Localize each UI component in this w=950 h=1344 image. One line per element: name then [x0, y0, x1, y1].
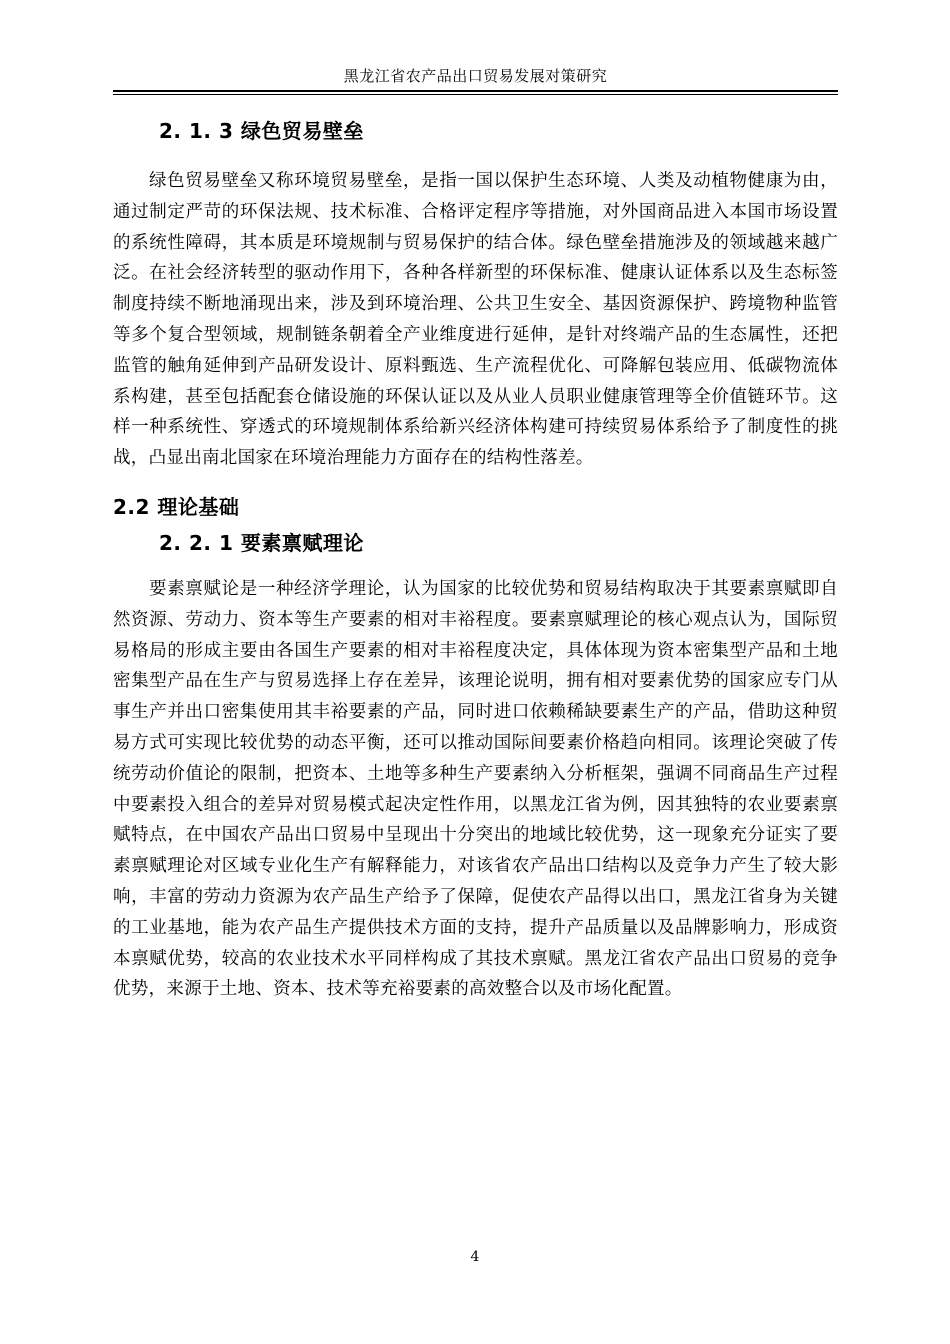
paragraph-factor-endowment: 要素禀赋论是一种经济学理论，认为国家的比较优势和贸易结构取决于其要素禀赋即自然资源、劳动力、资本等生产要素的相对丰裕程度。要素禀赋理论的核心观点认为，国际贸易格局的形成主要由各国生产要素的相对丰裕程度决定，具体体现为资本密集型产品和土地密集型产品在生产与贸易选择上存在差异，该理论说明，拥有相对要素优势的国家应专门从事生产并出口密集使用其丰裕要素的产品，同时进口依赖稀缺要素生产的产品，借助这种贸易方式可实现比较优势的动态平衡，还可以推动国际间要素价格趋向相同。该理论突破了传统劳动价值论的限制，把资本、土地等多种生产要素纳入分析框架，强调不同商品生产过程中要素投入组合的差异对贸易模式起决定性作用，以黑龙江省为例，因其独特的农业要素禀赋特点，在中国农产品出口贸易中呈现出十分突出的地域比较优势，这一现象充分证实了要素禀赋理论对区域专业化生产有解释能力，对该省农产品出口结构以及竞争力产生了较大影响，丰富的劳动力资源为农产品生产给予了保障，促使农产品得以出口，黑龙江省身为关键的工业基地，能为农产品生产提供技术方面的支持，提升产品质量以及品牌影响力，形成资本禀赋优势，较高的农业技术水平同样构成了其技术禀赋。黑龙江省农产品出口贸易的竞争优势，来源于土地、资本、技术等充裕要素的高效整合以及市场化配置。 [113, 578, 838, 1000]
page-number: 4 [470, 1249, 480, 1265]
page-body [113, 113, 838, 1005]
section-heading-2-1-3: 2. 1. 3 绿色贸易壁垒 [159, 119, 364, 143]
running-header: 黑龙江省农产品出口贸易发展对策研究 [343, 67, 608, 85]
paragraph-green-trade-barrier: 绿色贸易壁垒又称环境贸易壁垒，是指一国以保护生态环境、人类及动植物健康为由，通过制定严苛的环保法规、技术标准、合格评定程序等措施，对外国商品进入本国市场设置的系统性障碍，其本质是环境规制与贸易保护的结合体。绿色壁垒措施涉及的领域越来越广泛。在社会经济转型的驱动作用下，各种各样新型的环保标准、健康认证体系以及生态标签制度持续不断地涌现出来，涉及到环境治理、公共卫生安全、基因资源保护、跨境物种监管等多个复合型领域，规制链条朝着全产业维度进行延伸，是针对终端产品的生态属性，还把监管的触角延伸到产品研发设计、原料甄选、生产流程优化、可降解包装应用、低碳物流体系构建，甚至包括配套仓储设施的环保认证以及从业人员职业健康管理等全价值链环节。这样一种系统性、穿透式的环境规制体系给新兴经济体构建可持续贸易体系给予了制度性的挑战，凸显出南北国家在环境治理能力方面存在的结构性落差。 [113, 171, 838, 469]
section-heading-2-2: 2.2 理论基础 [113, 494, 240, 519]
header-rule-thick [113, 90, 838, 92]
section-heading-2-2-1: 2. 2. 1 要素禀赋理论 [159, 530, 364, 555]
header-rule-thin [113, 94, 838, 95]
